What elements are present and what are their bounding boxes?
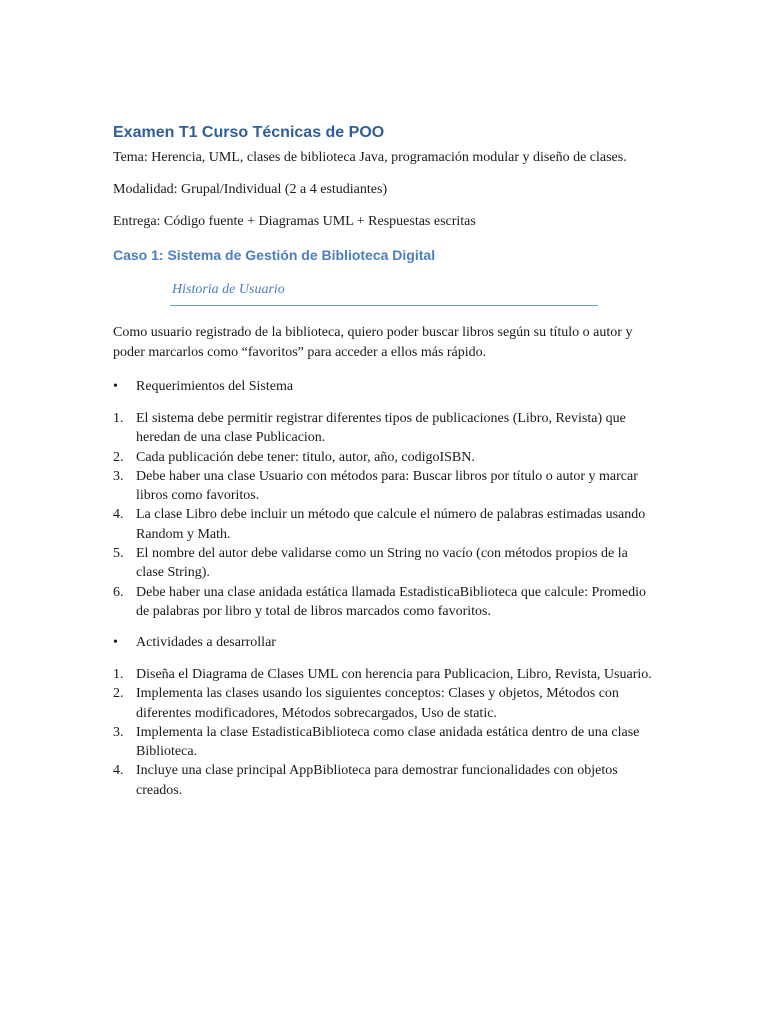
list-item bbox=[113, 467, 658, 506]
item-text: Implementa las clases usando los siguientes conceptos: Clases y objetos, Métodos con diferentes modificadores, Métodos sobrecargados, Uso de static. bbox=[136, 686, 619, 721]
user-story-text: Como usuario registrado de la biblioteca, quiero poder buscar libros según su título o autor y poder marcarlos como “favoritos” para acceder a ellos más rápido. bbox=[113, 325, 633, 360]
list-item bbox=[113, 723, 658, 762]
activities-heading: Actividades a desarrollar bbox=[136, 635, 276, 650]
item-number: 1. bbox=[113, 667, 124, 682]
entrega-line: Entrega: Código fuente + Diagramas UML + Respuestas escritas bbox=[113, 214, 476, 229]
item-text: El sistema debe permitir registrar diferentes tipos de publicaciones (Libro, Revista) que heredan de una clase Publicacion. bbox=[136, 411, 626, 446]
item-number: 1. bbox=[113, 411, 124, 426]
item-number: 5. bbox=[113, 546, 124, 562]
item-number: 3. bbox=[113, 468, 124, 484]
tema-line: Tema: Herencia, UML, clases de biblioteca Java, programación modular y diseño de clases. bbox=[113, 150, 627, 165]
item-number: 2. bbox=[113, 686, 124, 702]
list-item bbox=[113, 448, 658, 467]
requirements-heading: Requerimientos del Sistema bbox=[136, 379, 294, 394]
list-item bbox=[113, 409, 658, 448]
list-item bbox=[113, 761, 658, 800]
list-item bbox=[113, 665, 658, 684]
requirements-list bbox=[113, 409, 658, 621]
item-text: La clase Libro debe incluir un método que calcule el número de palabras estimadas usando Random y Math. bbox=[136, 507, 646, 542]
item-number: 3. bbox=[113, 724, 124, 740]
activities-list bbox=[113, 665, 658, 800]
item-text: Cada publicación debe tener: titulo, autor, año, codigoISBN. bbox=[136, 449, 475, 465]
bullet-dot: • bbox=[113, 379, 118, 394]
bullet-dot: • bbox=[113, 635, 118, 650]
user-story-heading: Historia de Usuario bbox=[172, 282, 285, 297]
item-number: 6. bbox=[113, 584, 124, 600]
item-text: El nombre del autor debe validarse como un String no vacío (con métodos propios de la clase String). bbox=[136, 546, 628, 581]
item-text: Implementa la clase EstadisticaBiblioteca como clase anidada estática dentro de una clase Biblioteca. bbox=[136, 724, 640, 760]
item-number: 4. bbox=[113, 763, 124, 779]
item-number: 2. bbox=[113, 449, 124, 465]
item-text: Incluye una clase principal AppBiblioteca para demostrar funcionalidades con objetos creados. bbox=[136, 763, 618, 798]
list-item bbox=[113, 505, 658, 544]
item-number: 4. bbox=[113, 507, 124, 523]
item-text: Diseña el Diagrama de Clases UML con herencia para Publicacion, Libro, Revista, Usuario. bbox=[136, 667, 652, 682]
list-item bbox=[113, 583, 658, 622]
heading-underline bbox=[170, 305, 598, 306]
exam-title: Examen T1 Curso Técnicas de POO bbox=[113, 124, 385, 141]
list-item bbox=[113, 684, 658, 723]
item-text: Debe haber una clase anidada estática llamada EstadisticaBiblioteca que calcule: Promedio de palabras por libro y total de libros marcados como favoritos. bbox=[136, 584, 647, 619]
item-text: Debe haber una clase Usuario con métodos para: Buscar libros por título o autor y marcar libros como favoritos. bbox=[136, 468, 638, 504]
modalidad-line: Modalidad: Grupal/Individual (2 a 4 estudiantes) bbox=[113, 182, 388, 197]
list-item bbox=[113, 544, 658, 583]
case-heading: Caso 1: Sistema de Gestión de Biblioteca Digital bbox=[113, 247, 436, 263]
